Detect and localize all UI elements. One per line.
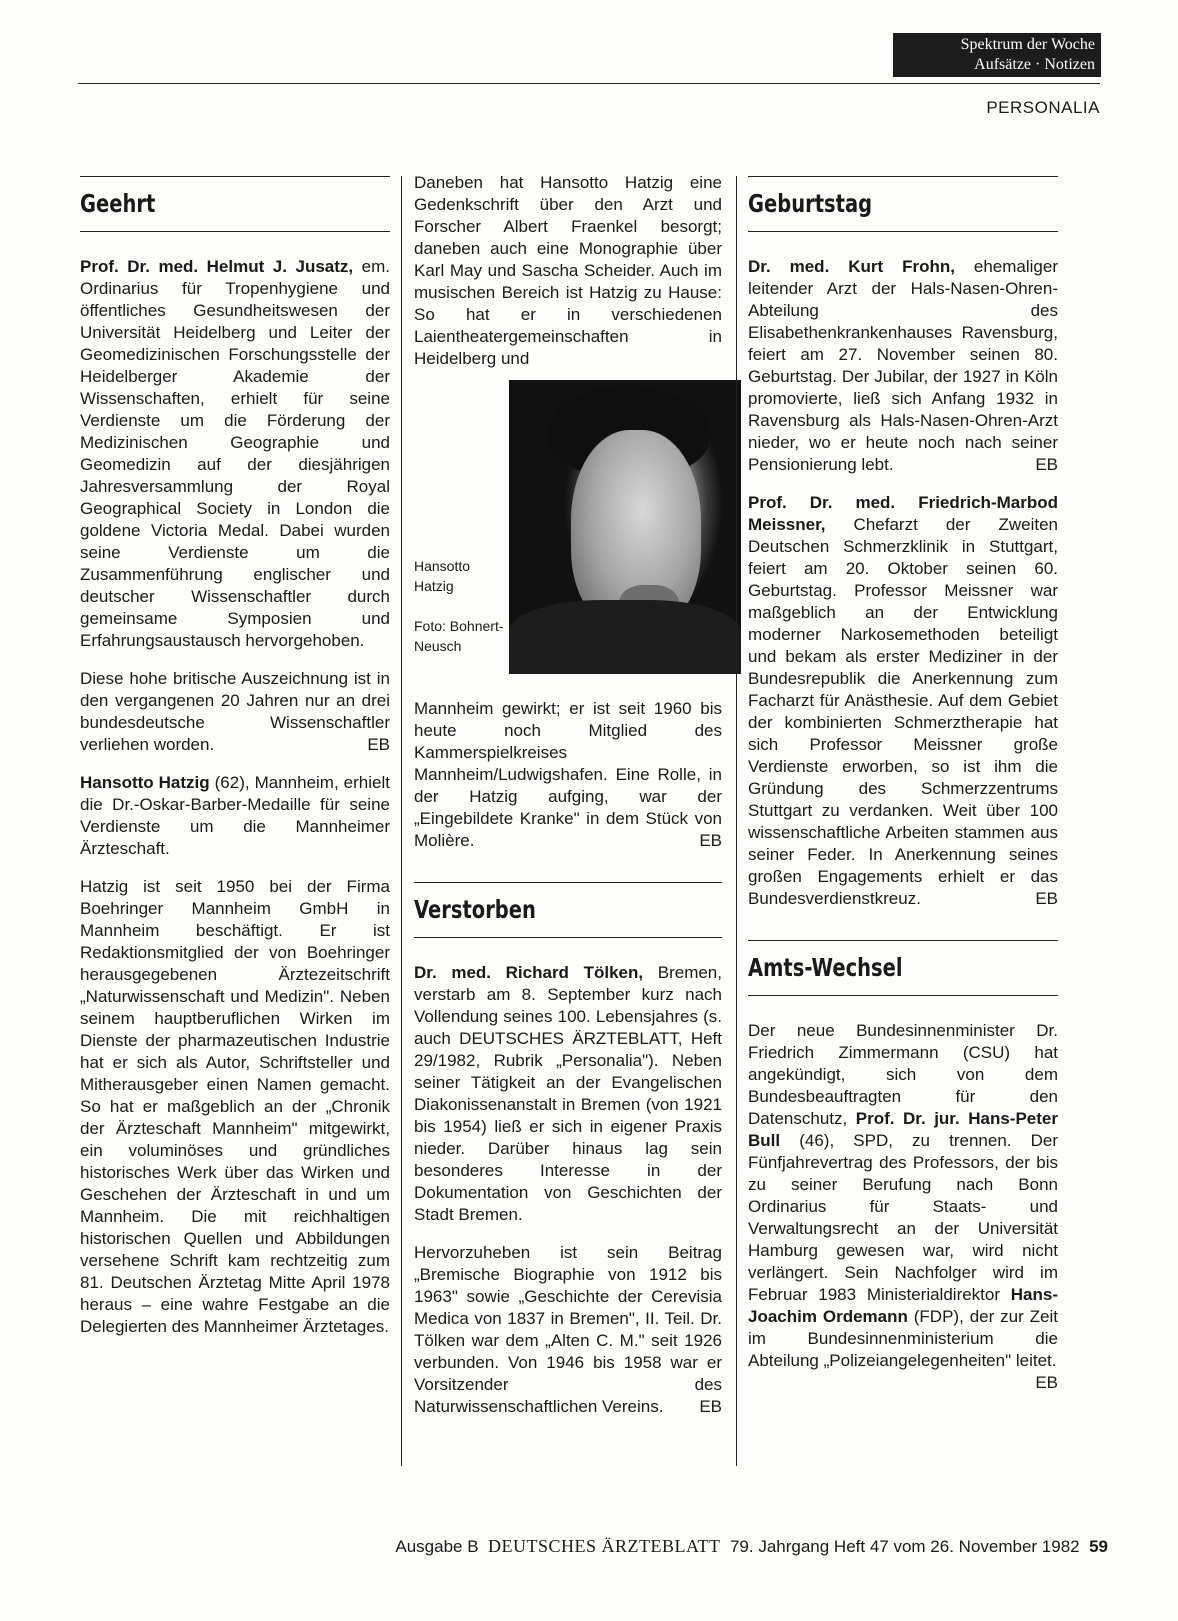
author-signature: EB — [1035, 889, 1058, 908]
footer-edition: Ausgabe B — [395, 1537, 479, 1556]
person-name: Hansotto Hatzig — [80, 773, 210, 792]
footer-issue: 79. Jahrgang Heft 47 vom 26. November 1982 — [729, 1537, 1080, 1556]
rule — [80, 176, 390, 177]
photo-block — [414, 380, 722, 680]
photo-caption-name: Hansotto Hatzig — [414, 558, 471, 594]
rule — [748, 995, 1058, 996]
column-divider — [401, 176, 402, 1466]
author-signature: EB — [699, 1397, 722, 1416]
author-signature: EB — [699, 831, 722, 850]
person-name: Prof. Dr. med. Friedrich-Marbod Meissner, — [748, 493, 1058, 534]
author-signature: EB — [1035, 455, 1058, 474]
paragraph-frohn: Dr. med. Kurt Frohn, ehemaliger leitender Arzt der Hals-Nasen-Ohren-Abteilung des Elisabethenkrankenhauses Ravensburg, feiert am 27. November seinen 80. Geburtstag. Der Jubilar, der 1927 in Köln promovierte, ließ sich Anfang 1932 in Ravensburg als Hals-Nasen-Ohren-Arzt nieder, wo er heute noch nach seiner Pensionierung lebt. EB — [748, 257, 1059, 474]
person-name: Dr. med. Richard Tölken, — [414, 963, 644, 982]
paragraph-hatzig: Hansotto Hatzig (62), Mannheim, erhielt die Dr.-Oskar-Barber-Medaille für seine Verdienste um die Mannheimer Ärzteschaft. — [80, 773, 390, 858]
rule — [414, 937, 722, 938]
header-rule — [78, 83, 1100, 84]
paragraph-hatzig-theatre: Mannheim gewirkt; er ist seit 1960 bis heute noch Mitglied des Kammerspielkreises Mannheim/Ludwigshafen. Eine Rolle, in der Hatzig aufging, war der „Eingebildete Kranke" in dem Stück von Molière. EB — [414, 699, 722, 850]
rule — [748, 940, 1058, 941]
heading-verstorben: Verstorben — [414, 895, 536, 924]
portrait-photo — [509, 380, 741, 674]
author-signature: EB — [367, 735, 390, 754]
page-number: 59 — [1089, 1537, 1108, 1556]
author-signature: EB — [1035, 1373, 1058, 1392]
footer-magazine: DEUTSCHES ÄRZTEBLATT — [488, 1536, 721, 1556]
rule — [748, 231, 1058, 232]
column-divider — [736, 176, 737, 1466]
header-line-1: Spektrum der Woche — [960, 36, 1095, 53]
section-label: PERSONALIA — [986, 98, 1100, 117]
section-geburtstag — [748, 176, 1058, 232]
paragraph-award-note: Diese hohe britische Auszeichnung ist in den vergangenen 20 Jahren nur an drei bundesdeutsche Wissenschaftler verliehen worden. EB — [80, 669, 390, 754]
section-amts-wechsel — [748, 940, 1058, 996]
person-name: Dr. med. Kurt Frohn, — [748, 257, 955, 276]
paragraph-hatzig-career: Hatzig ist seit 1950 bei der Firma Boehringer Mannheim GmbH in Mannheim beschäftigt. Er ist Redaktionsmitglied der von Boehringer herausgegebenen Ärztezeitschrift „Naturwissenschaft und Medizin". Neben seinem hauptberuflichen Wirken im Dienste der pharmazeutischen Industrie hat er sich als Autor, Schriftsteller und Mitherausgeber einen Namen gemacht. So hat er maßgeblich an der „Chronik der Ärzteschaft Mannheim" mitgewirkt, ein voluminöses und gründliches historisches Werk über das Wirken und Geschehen der Ärzteschaft in und um Mannheim. Die mit reichhaltigen historischen Quellen und Abbildungen versehene Schrift kam rechtzeitig zum 81. Deutschen Ärztetag Mitte April 1978 heraus – eine wahre Festgabe an die Delegierten des Mannheimer Ärztetages. — [80, 877, 390, 1336]
section-header-box — [893, 33, 1101, 77]
person-name: Prof. Dr. med. Helmut J. Jusatz, — [80, 257, 354, 276]
heading-amts-wechsel: Amts-Wechsel — [748, 953, 903, 982]
heading-geburtstag: Geburtstag — [748, 189, 873, 218]
paragraph-hatzig-cont: Daneben hat Hansotto Hatzig eine Gedenkschrift über den Arzt und Forscher Albert Fraenkel besorgt; daneben auch eine Monographie über Karl May und Sascha Scheider. Auch im musischen Bereich ist Hatzig zu Hause: So hat er in verschiedenen Laientheatergemeinschaften in Heidelberg und — [414, 173, 722, 368]
section-geehrt — [80, 176, 390, 232]
rule — [748, 176, 1058, 177]
person-name: Hans-Joachim Ordemann — [748, 1285, 1058, 1326]
person-name: Prof. Dr. jur. Hans-Peter Bull — [748, 1109, 1058, 1150]
section-verstorben — [414, 882, 722, 938]
column-2 — [414, 172, 722, 1434]
heading-geehrt: Geehrt — [80, 189, 156, 218]
paragraph-jusatz: Prof. Dr. med. Helmut J. Jusatz, em. Ordinarius für Tropenhygiene und öffentliches Gesundheitswesen der Universität Heidelberg und Leiter der Geomedizinischen Forschungsstelle der Heidelberger Akademie der Wissenschaften, erhielt für seine Verdienste um die Förderung der Medizinischen Geographie und Geomedizin auf der diesjährigen Jahresversammlung der Royal Geographical Society in London die goldene Victoria Medal. Dabei wurden seine Verdienste um die Zusammenführung englischer und deutscher Wissenschaftler durch gemeinsame Symposien und Erfahrungsaustausch hervorgehoben. — [80, 257, 391, 650]
page-footer — [0, 1536, 1108, 1557]
rule — [414, 882, 722, 883]
paragraph-meissner: Prof. Dr. med. Friedrich-Marbod Meissner, Chefarzt der Zweiten Deutschen Schmerzklinik in Stuttgart, feiert am 20. Oktober seinen 60. Geburtstag. Professor Meissner war maßgeblich an der Entwicklung moderner Narkosemethoden beteiligt und bekam als erster Mediziner in der Bundesrepublik die Anerkennung zum Facharzt für Anästhesie. Auf dem Gebiet der kombinierten Schmerztherapie hat sich Professor Meissner große Verdienste erworben, so ist ihm die Gründung des Schmerzzentrums Stuttgart zu verdanken. Weit über 100 wissenschaftliche Arbeiten stammen aus seiner Feder. In Anerkennung seines großen Engagements erhielt er das Bundesverdienstkreuz. EB — [748, 493, 1058, 908]
column-3 — [748, 176, 1058, 1394]
paragraph-datenschutz: Der neue Bundesinnenminister Dr. Friedrich Zimmermann (CSU) hat angekündigt, sich von dem Bundesbeauftragten für den Datenschutz, Prof. Dr. jur. Hans-Peter Bull (46), SPD, zu trennen. Der Fünfjahrevertrag des Professors, der bis zu seiner Berufung nach Bonn Ordinarius für Staats- und Verwaltungsrecht an der Universität Hamburg gewesen war, wird nicht verlängert. Sein Nachfolger wird im Februar 1983 Ministerialdirektor Hans-Joachim Ordemann (FDP), der zur Zeit im Bundesinnenministerium die Abteilung „Polizeiangelegenheiten" leitet. EB — [748, 1021, 1058, 1392]
rule — [80, 231, 390, 232]
paragraph-toelken-work: Hervorzuheben ist sein Beitrag „Bremische Biographie von 1912 bis 1963" sowie „Geschichte der Cerevisia Medica von 1837 in Bremen", II. Teil. Dr. Tölken war dem „Alten C. M." seit 1926 verbunden. Von 1946 bis 1958 war er Vorsitzender des Naturwissenschaftlichen Vereins. EB — [414, 1243, 722, 1416]
paragraph-toelken: Dr. med. Richard Tölken, Bremen, verstarb am 8. September kurz nach Vollendung seines 100. Lebensjahres (s. auch DEUTSCHES ÄRZTEBLATT, Heft 29/1982, Rubrik „Personalia"). Neben seiner Tätigkeit an der Evangelischen Diakonissenanstalt in Bremen (von 1921 bis 1954) ließ er sich in eigener Praxis nieder. Darüber hinaus lag sein besonderes Interesse in der Dokumentation von Geschichten der Stadt Bremen. — [414, 963, 722, 1224]
column-1 — [80, 176, 390, 1354]
photo-credit: Foto: Bohnert-Neusch — [414, 618, 504, 654]
header-line-2: Aufsätze · Notizen — [974, 56, 1095, 73]
